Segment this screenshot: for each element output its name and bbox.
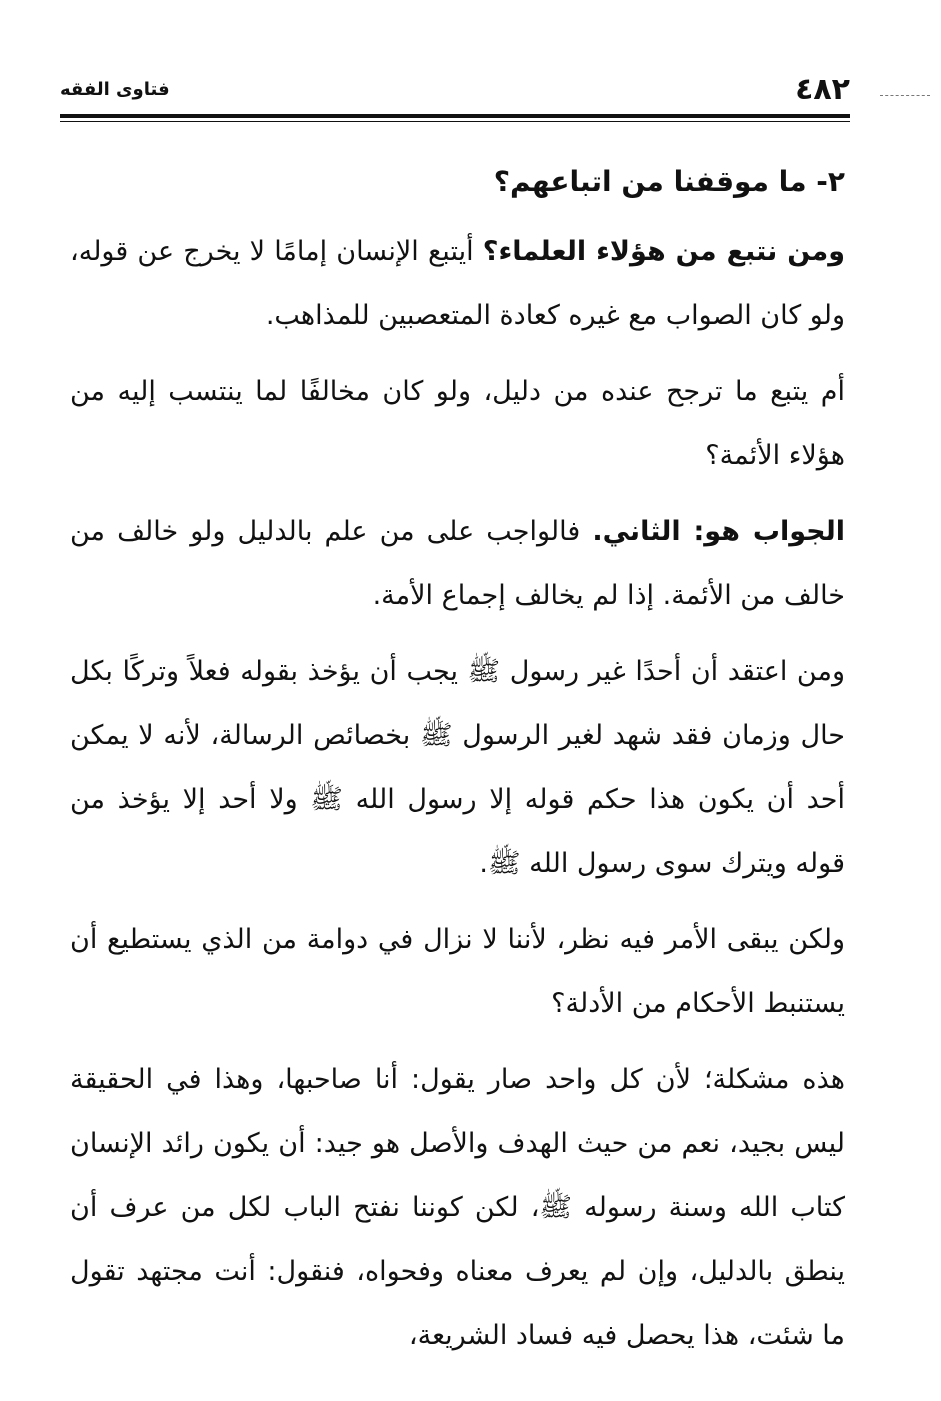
paragraph-3-text: فالواجب على من علم بالدليل ولو خالف من خالف من الأئمة. إذا لم يخالف إجماع الأمة. xyxy=(70,516,845,611)
paragraph-1-text: أيتبع الإنسان إمامًا لا يخرج عن قوله، ولو كان الصواب مع غيره كعادة المتعصبين للمذاهب. xyxy=(70,236,845,331)
scan-edge-mark xyxy=(880,95,930,97)
header-rule-thick xyxy=(60,114,850,118)
paragraph-2: أم يتبع ما ترجح عنده من دليل، ولو كان مخالفًا لما ينتسب إليه من هؤلاء الأئمة؟ xyxy=(70,376,845,471)
section-heading: ٢- ما موقفنا من اتباعهم؟ xyxy=(493,165,845,198)
paragraph-5: ولكن يبقى الأمر فيه نظر، لأننا لا نزال في دوامة من الذي يستطيع أن يستنبط الأحكام من الأدلة؟ xyxy=(70,924,845,1019)
paragraph-1-question: ومن نتبع من هؤلاء العلماء؟ xyxy=(482,236,846,267)
page-body xyxy=(70,150,845,1380)
paragraph-3-answer: الجواب هو: الثاني. xyxy=(592,516,845,547)
paragraph-6: هذه مشكلة؛ لأن كل واحد صار يقول: أنا صاحبها، وهذا في الحقيقة ليس بجيد، نعم من حيث الهدف والأصل هو جيد: أن يكون رائد الإنسان كتاب الله وسنة رسوله ﷺ، لكن كوننا نفتح الباب لكل من عرف أن ينطق بالدليل، وإن لم يعرف معناه وفحواه، فنقول: أنت مجتهد تقول ما شئت، هذا يحصل فيه فساد الشريعة، xyxy=(70,1064,845,1351)
header-rule-thin xyxy=(60,121,850,122)
paragraph-4: ومن اعتقد أن أحدًا غير رسول ﷺ يجب أن يؤخذ بقوله فعلاً وتركًا بكل حال وزمان فقد شهد لغير الرسول ﷺ بخصائص الرسالة، لأنه لا يمكن أحد أن يكون هذا حكم قوله إلا رسول الله ﷺ ولا أحد إلا يؤخذ من قوله ويترك سوى رسول الله ﷺ. xyxy=(70,656,845,879)
paragraph-3 xyxy=(70,500,845,628)
page-number: ٤٨٢ xyxy=(795,72,850,107)
page-header xyxy=(60,72,850,112)
paragraph-1 xyxy=(70,220,845,348)
running-title: فتاوى الفقه xyxy=(60,79,170,100)
